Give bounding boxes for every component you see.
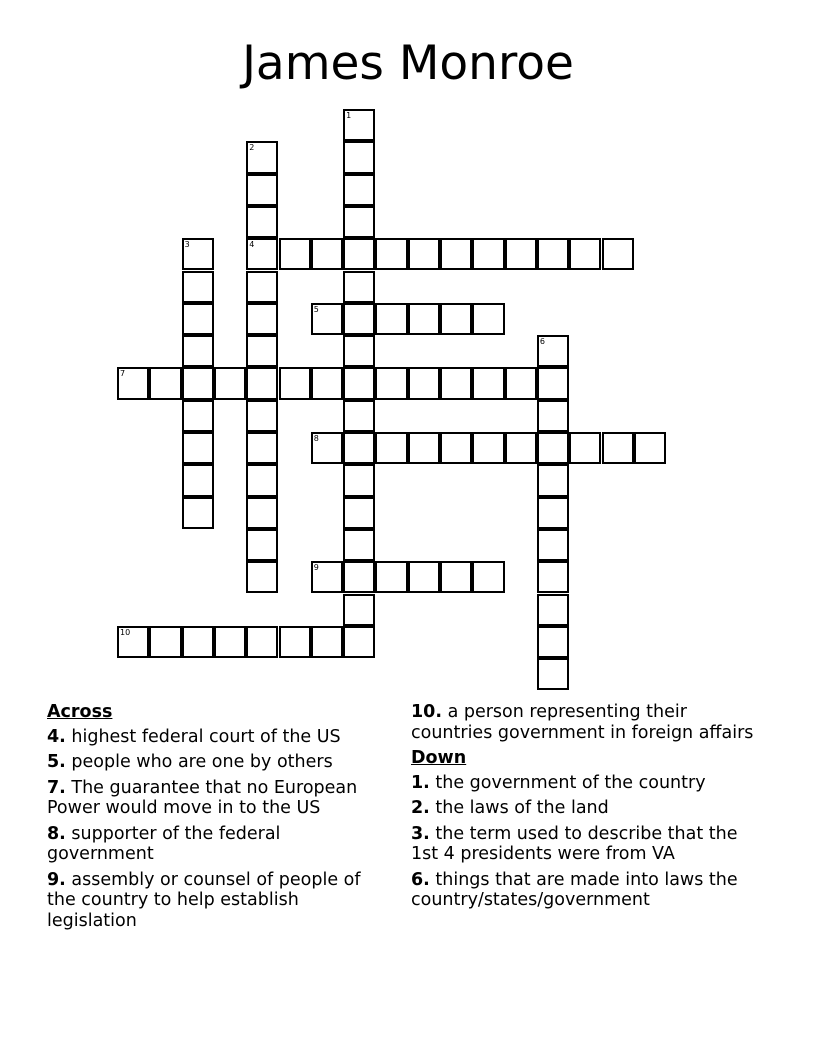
grid-cell[interactable]	[569, 238, 601, 270]
grid-cell[interactable]	[182, 400, 214, 432]
grid-cell[interactable]	[602, 432, 634, 464]
grid-cell[interactable]	[343, 464, 375, 496]
clue-text: a person representing their countries government in foreign affairs	[411, 702, 754, 743]
grid-cell[interactable]	[246, 303, 278, 335]
clue-text: The guarantee that no European Power would move in to the US	[47, 777, 358, 818]
clue-number: 10.	[411, 702, 443, 722]
grid-cell[interactable]	[440, 303, 472, 335]
grid-cell[interactable]	[537, 367, 569, 399]
grid-cell[interactable]	[343, 432, 375, 464]
grid-cell[interactable]	[246, 238, 278, 270]
cell-number: 2	[249, 143, 255, 153]
grid-cell[interactable]	[408, 303, 440, 335]
grid-cell[interactable]	[311, 561, 343, 593]
grid-cell[interactable]	[537, 497, 569, 529]
grid-cell[interactable]	[311, 367, 343, 399]
grid-cell[interactable]	[246, 497, 278, 529]
grid-cell[interactable]	[537, 658, 569, 690]
clue-text: supporter of the federal government	[47, 823, 281, 864]
clue-number: 7.	[47, 777, 66, 798]
grid-cell[interactable]	[246, 206, 278, 238]
grid-cell[interactable]	[246, 561, 278, 593]
grid-cell[interactable]	[440, 238, 472, 270]
clue-number: 9.	[47, 869, 66, 890]
clue-text: highest federal court of the US	[65, 726, 341, 747]
grid-cell[interactable]	[505, 238, 537, 270]
grid-cell[interactable]	[343, 529, 375, 561]
grid-cell[interactable]	[279, 238, 311, 270]
grid-cell[interactable]	[537, 561, 569, 593]
clue-number: 6.	[411, 869, 430, 890]
grid-cell[interactable]	[343, 626, 375, 658]
cell-number: 5	[313, 304, 319, 314]
grid-cell[interactable]	[246, 141, 278, 173]
cell-number: 4	[249, 240, 255, 250]
grid-cell[interactable]	[246, 464, 278, 496]
grid-cell[interactable]	[246, 367, 278, 399]
grid-cell[interactable]	[505, 432, 537, 464]
cell-number: 9	[313, 563, 319, 573]
grid-cell[interactable]	[472, 303, 504, 335]
grid-cell[interactable]	[343, 141, 375, 173]
grid-cell[interactable]	[505, 367, 537, 399]
grid-cell[interactable]	[537, 400, 569, 432]
cell-number: 8	[313, 434, 319, 443]
clue-number: 1.	[411, 772, 430, 793]
clues-right-column	[411, 702, 756, 916]
grid-cell[interactable]	[375, 238, 407, 270]
grid-cell[interactable]	[537, 432, 569, 464]
grid-cell[interactable]	[343, 335, 375, 367]
grid-cell[interactable]	[182, 303, 214, 335]
grid-cell[interactable]	[214, 367, 246, 399]
grid-cell[interactable]	[569, 432, 601, 464]
grid-cell[interactable]	[182, 497, 214, 529]
grid-cell[interactable]	[117, 626, 149, 658]
clue-number: 2.	[411, 798, 430, 818]
clue-number: 5.	[47, 752, 66, 772]
grid-cell[interactable]	[408, 238, 440, 270]
grid-cell[interactable]	[311, 303, 343, 335]
clue-text: the government of the country	[429, 772, 706, 793]
clue-across-10	[411, 702, 756, 743]
cell-number: 7	[120, 369, 126, 379]
grid-cell[interactable]	[472, 367, 504, 399]
grid-cell[interactable]	[246, 432, 278, 464]
grid-cell[interactable]	[311, 238, 343, 270]
grid-cell[interactable]	[537, 335, 569, 367]
grid-cell[interactable]	[246, 335, 278, 367]
across-heading: Across	[47, 702, 113, 722]
grid-cell[interactable]	[472, 238, 504, 270]
grid-cell[interactable]	[182, 464, 214, 496]
grid-cell[interactable]	[375, 432, 407, 464]
grid-cell[interactable]	[311, 432, 343, 464]
grid-cell[interactable]	[537, 626, 569, 658]
grid-cell[interactable]	[182, 335, 214, 367]
clue-across-9	[47, 870, 392, 932]
grid-cell[interactable]	[311, 626, 343, 658]
clue-number: 3.	[411, 823, 430, 844]
clue-down-1	[411, 773, 756, 794]
grid-cell[interactable]	[246, 271, 278, 303]
grid-cell[interactable]	[408, 367, 440, 399]
grid-cell[interactable]	[182, 626, 214, 658]
cell-number: 3	[184, 240, 190, 250]
down-heading: Down	[411, 748, 467, 768]
clue-across-8	[47, 824, 392, 865]
grid-cell[interactable]	[537, 594, 569, 626]
clue-across-5	[47, 752, 392, 773]
cell-number: 6	[539, 337, 545, 347]
grid-cell[interactable]	[440, 432, 472, 464]
clue-down-3	[411, 824, 756, 865]
grid-cell[interactable]	[602, 238, 634, 270]
grid-cell[interactable]	[214, 626, 246, 658]
page-title: James Monroe	[242, 36, 574, 91]
cell-number: 1	[346, 111, 352, 120]
clue-down-6	[411, 870, 756, 911]
clue-text: the term used to describe that the 1st 4 presidents were from VA	[411, 823, 738, 864]
grid-cell[interactable]	[343, 109, 375, 141]
clue-text: assembly or counsel of people of the country to help establish legislation	[47, 869, 361, 931]
clue-across-7	[47, 778, 392, 819]
clue-down-2	[411, 798, 756, 819]
grid-cell[interactable]	[440, 367, 472, 399]
grid-cell[interactable]	[472, 561, 504, 593]
clue-across-4	[47, 727, 392, 748]
grid-cell[interactable]	[182, 432, 214, 464]
grid-cell[interactable]	[182, 271, 214, 303]
grid-cell[interactable]	[343, 206, 375, 238]
grid-cell[interactable]	[182, 238, 214, 270]
grid-cell[interactable]	[537, 464, 569, 496]
grid-cell[interactable]	[343, 367, 375, 399]
clue-text: people who are one by others	[65, 752, 333, 772]
grid-cell[interactable]	[408, 561, 440, 593]
grid-cell[interactable]	[149, 626, 181, 658]
grid-cell[interactable]	[440, 561, 472, 593]
grid-cell[interactable]	[343, 561, 375, 593]
grid-cell[interactable]	[408, 432, 440, 464]
grid-cell[interactable]	[375, 303, 407, 335]
grid-cell[interactable]	[343, 303, 375, 335]
clue-text: the laws of the land	[429, 798, 609, 818]
grid-cell[interactable]	[246, 529, 278, 561]
grid-cell[interactable]	[149, 367, 181, 399]
grid-cell[interactable]	[246, 174, 278, 206]
grid-cell[interactable]	[634, 432, 666, 464]
grid-cell[interactable]	[343, 238, 375, 270]
grid-cell[interactable]	[343, 271, 375, 303]
grid-cell[interactable]	[537, 529, 569, 561]
grid-cell[interactable]	[343, 174, 375, 206]
grid-cell[interactable]	[117, 367, 149, 399]
grid-cell[interactable]	[279, 367, 311, 399]
clue-text: things that are made into laws the country/states/government	[411, 869, 738, 910]
clues-left-column	[47, 702, 392, 936]
clue-number: 4.	[47, 726, 66, 747]
grid-cell[interactable]	[375, 561, 407, 593]
grid-cell[interactable]	[343, 400, 375, 432]
clue-number: 8.	[47, 823, 66, 844]
cell-number: 10	[120, 627, 131, 637]
grid-cell[interactable]	[279, 626, 311, 658]
grid-cell[interactable]	[182, 367, 214, 399]
grid-cell[interactable]	[472, 432, 504, 464]
grid-cell[interactable]	[343, 497, 375, 529]
grid-cell[interactable]	[246, 626, 278, 658]
grid-cell[interactable]	[375, 367, 407, 399]
grid-cell[interactable]	[246, 400, 278, 432]
grid-cell[interactable]	[343, 594, 375, 626]
grid-cell[interactable]	[537, 238, 569, 270]
